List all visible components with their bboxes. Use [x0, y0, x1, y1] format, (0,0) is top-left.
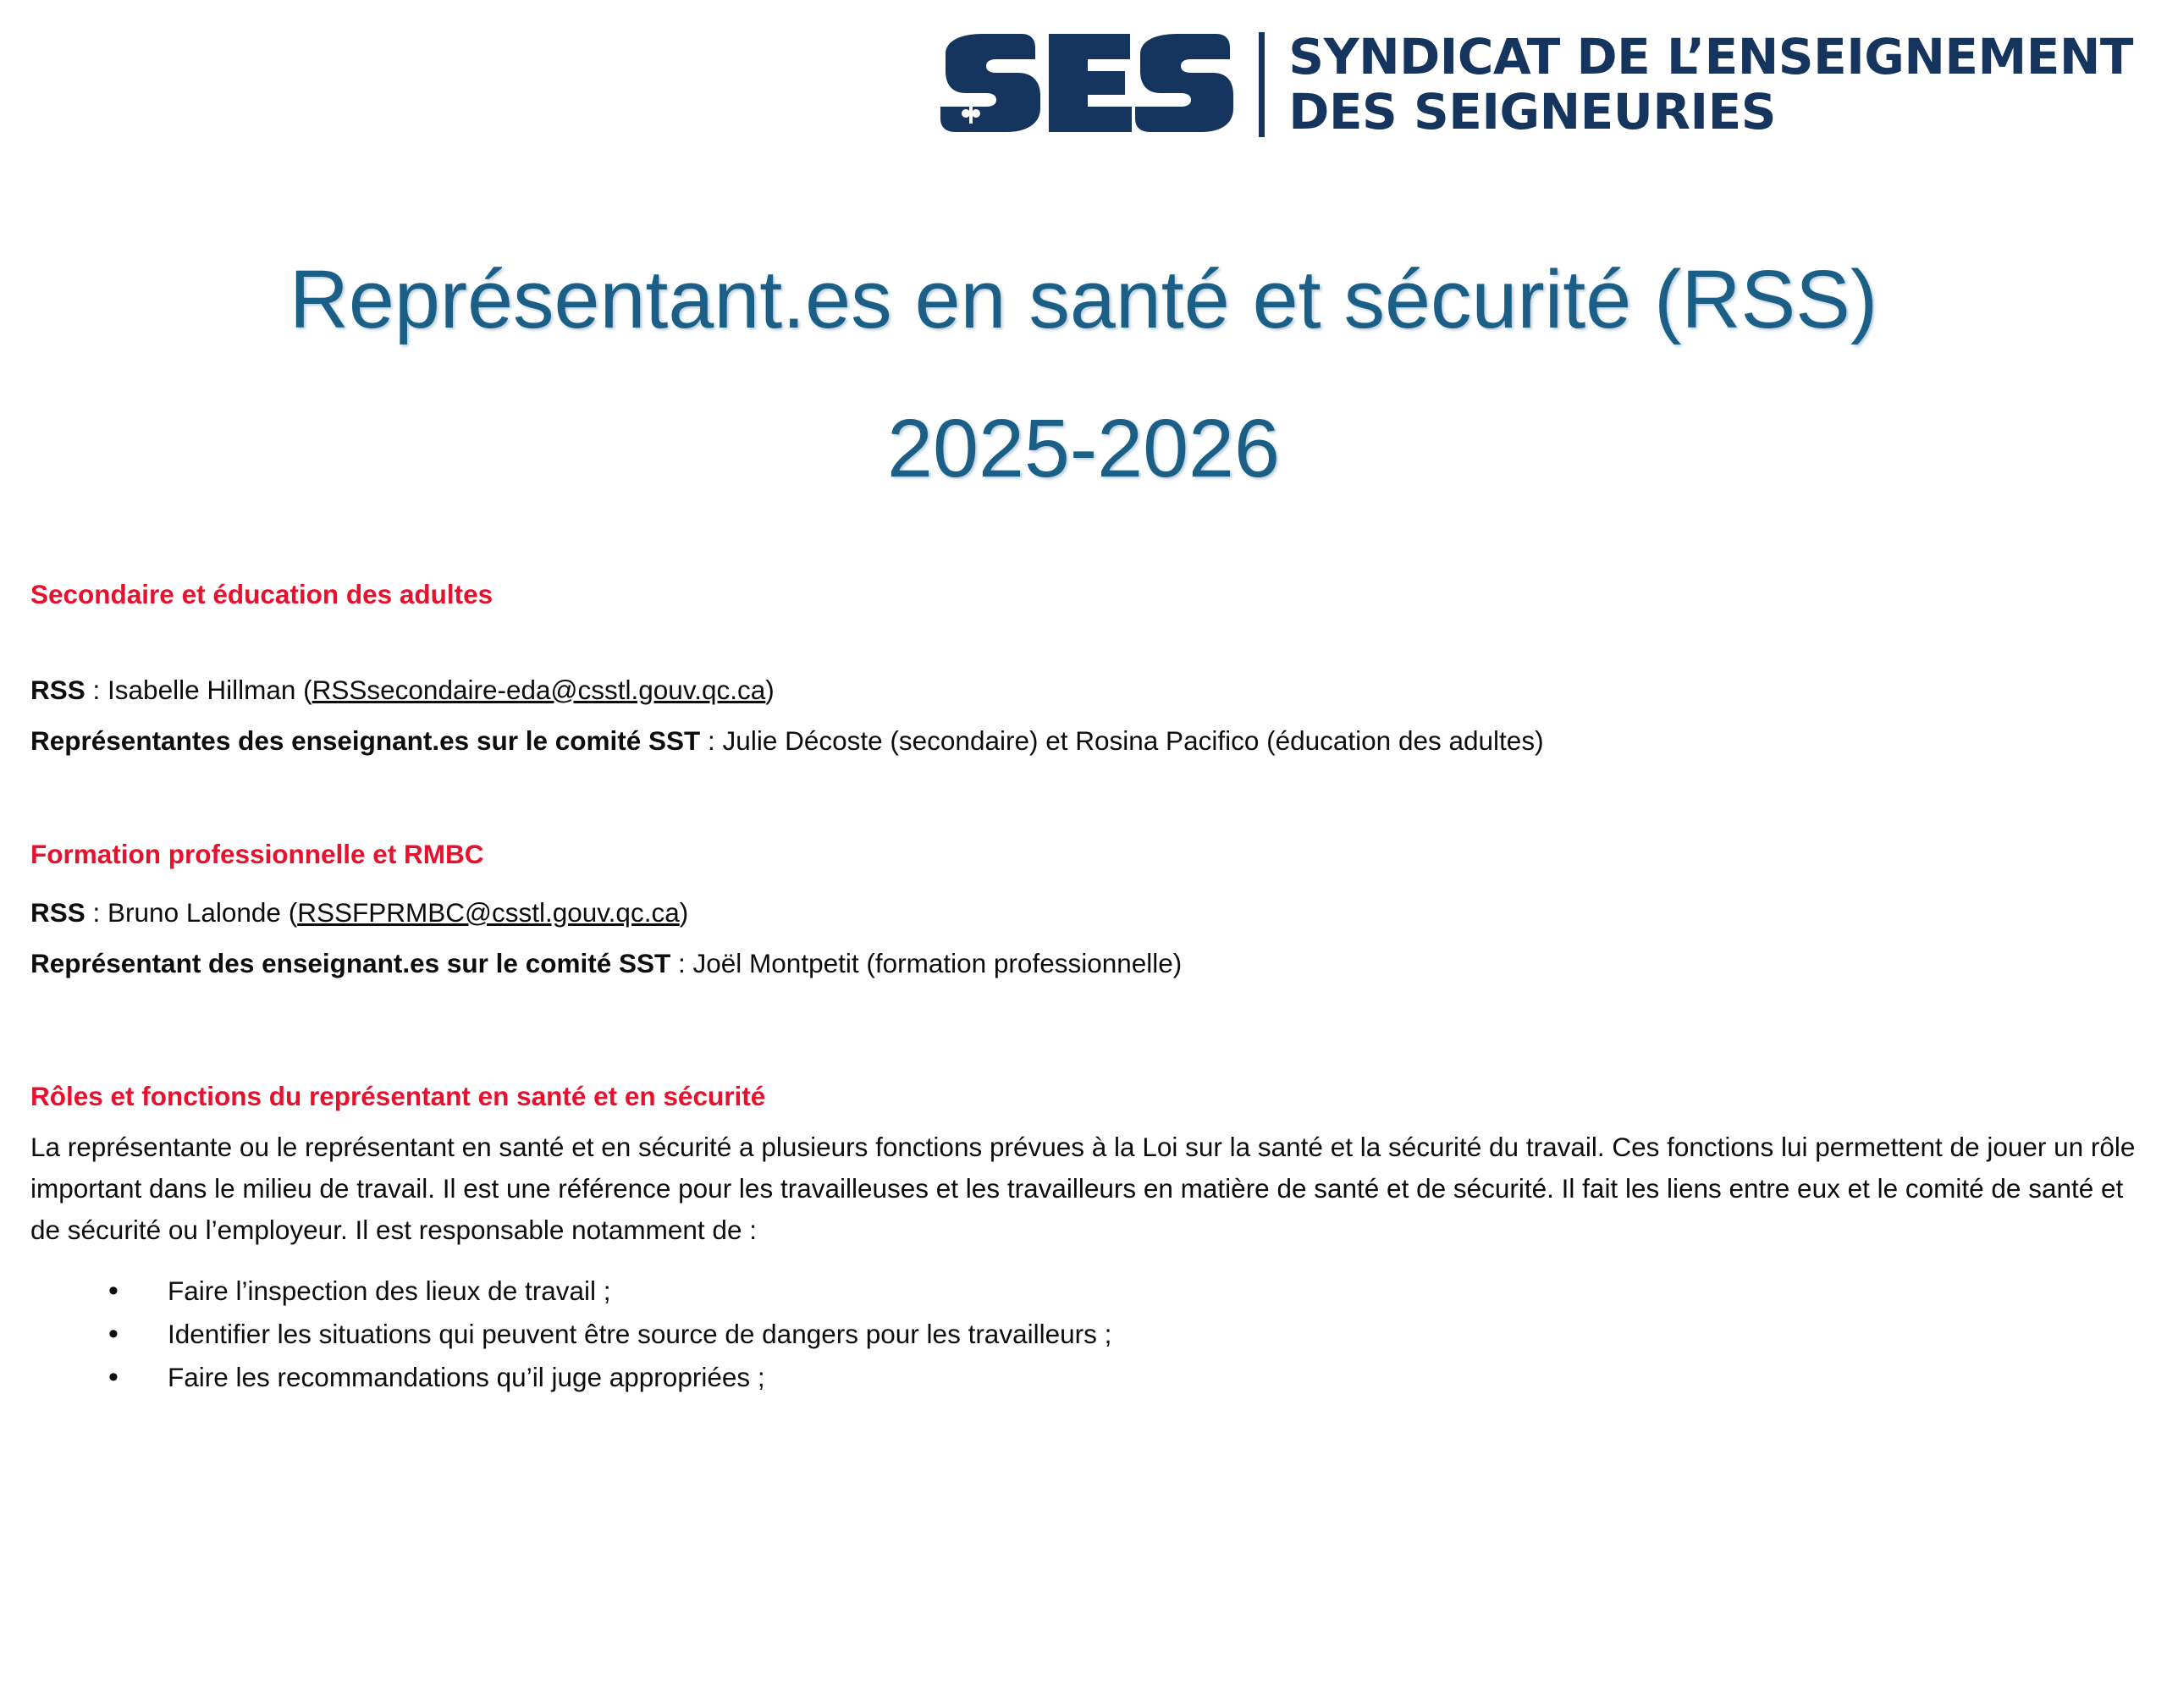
- document-body: [0, 576, 2167, 1399]
- organization-name-line2: DES SEIGNEURIES: [1288, 83, 1776, 140]
- secondaire-comite-label: Représentantes des enseignant.es sur le comité SST: [30, 725, 701, 756]
- secondaire-comite-value: : Julie Décoste (secondaire) et Rosina Pacifico (éducation des adultes): [700, 725, 1544, 756]
- section-heading-formation: Formation professionnelle et RMBC: [30, 839, 484, 870]
- section-heading-secondaire: Secondaire et éducation des adultes: [30, 579, 494, 610]
- page-title: Représentant.es en santé et sécurité (RSS): [289, 253, 1878, 345]
- formation-comite-line: [30, 944, 2137, 984]
- organization-name-line1: SYNDICAT DE L’ENSEIGNEMENT: [1288, 28, 2133, 86]
- list-item: • Identifier les situations qui peuvent être source de dangers pour les travailleurs ;: [108, 1313, 2137, 1356]
- organization-name: [1288, 30, 2133, 140]
- list-item: • Faire les recommandations qu’il juge appropriées ;: [108, 1356, 2137, 1399]
- formation-rss-email[interactable]: RSSFPRMBC@csstl.gouv.qc.ca: [297, 897, 680, 928]
- formation-rss-label: RSS: [30, 897, 85, 928]
- ses-logo-icon: [930, 25, 1235, 144]
- secondaire-rss-line: [30, 670, 2137, 711]
- formation-rss-line: [30, 893, 2137, 934]
- formation-comite-value: : Joël Montpetit (formation professionnelle): [670, 948, 1183, 979]
- formation-rss-suffix: ): [679, 897, 689, 928]
- section-heading-roles: Rôles et fonctions du représentant en santé et en sécurité: [30, 1080, 766, 1111]
- formation-rss-prefix: : Bruno Lalonde (: [85, 897, 298, 928]
- title-block: [0, 245, 2167, 503]
- roles-paragraph: La représentante ou le représentant en santé et en sécurité a plusieurs fonctions prévues à la Loi sur la santé et la sécurité du travail. Ces fonctions lui permettent de jouer un rôle important dans le milieu de travail. Il est une référence pour les travailleuses et les travailleurs en matière de santé et de sécurité. Il fait les liens entre eux et le comité de santé et de sécurité ou l’employeur. Il est responsable notamment de :: [30, 1131, 2136, 1245]
- formation-comite-label: Représentant des enseignant.es sur le comité SST: [30, 948, 671, 979]
- logo-divider: [1259, 32, 1265, 137]
- secondaire-rss-prefix: : Isabelle Hillman (: [85, 674, 312, 705]
- secondaire-rss-label: RSS: [30, 674, 85, 705]
- ses-logo: [930, 25, 2133, 144]
- list-item: • Faire l’inspection des lieux de travail ;: [108, 1270, 2137, 1313]
- page-subtitle-years: 2025-2026: [887, 402, 1280, 495]
- document-header: [0, 0, 2167, 144]
- secondaire-rss-suffix: ): [765, 674, 775, 705]
- roles-bullet-list: [30, 1270, 2137, 1399]
- secondaire-comite-line: [30, 721, 2137, 762]
- secondaire-rss-email[interactable]: RSSsecondaire-eda@csstl.gouv.qc.ca: [312, 674, 766, 705]
